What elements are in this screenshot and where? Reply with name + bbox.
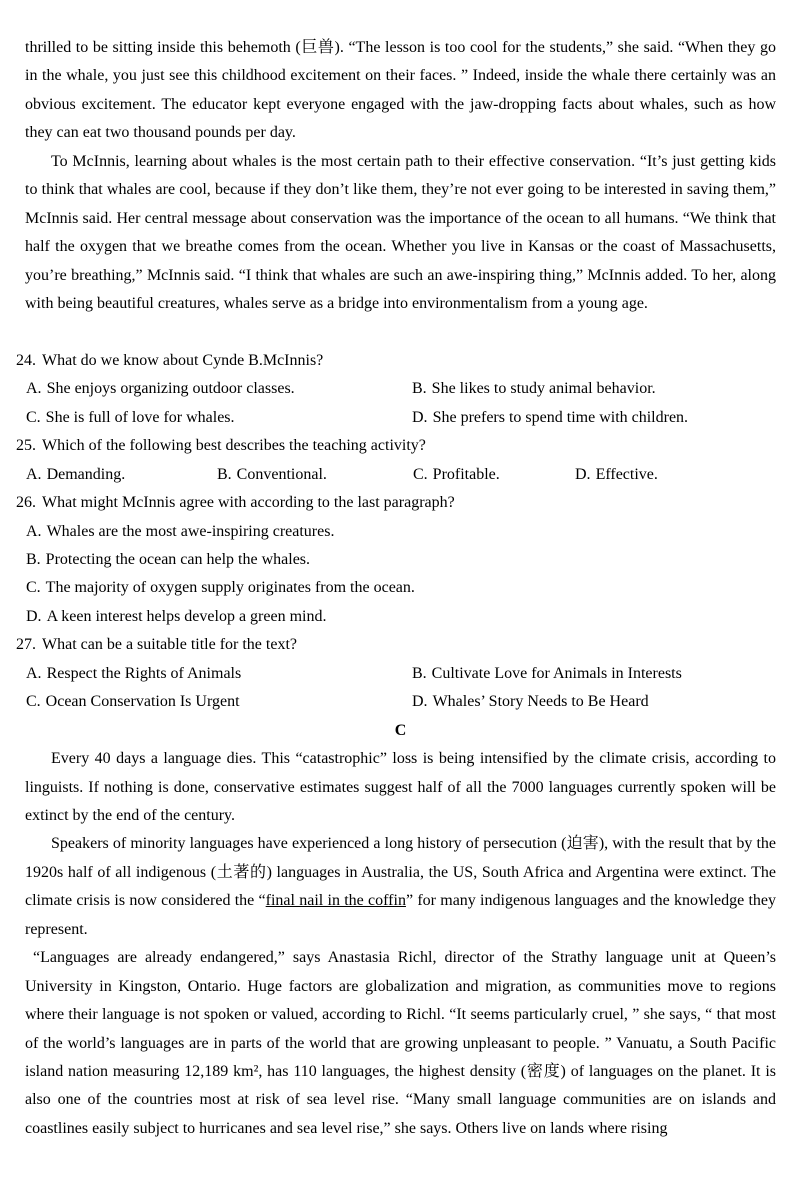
passage-whales-paragraph-1: thrilled to be sitting inside this behemoth (巨兽). “The lesson is too cool for the students,” she said. “When they go in the whale, you just see this childhood excitement on their faces. ” Indeed, inside the whale there certainly was an obvious excitement. The educator kept everyone engaged with the jaw-dropping facts about whales, such as how they can eat two thousand pounds per day. — [25, 39, 776, 142]
question-27-options-row-1 — [25, 660, 776, 688]
question-26-option-a: A. Whales are the most awe-inspiring creatures. — [26, 522, 335, 540]
question-24-option-a: A. She enjoys organizing outdoor classes. — [26, 380, 295, 398]
question-24-stem — [16, 347, 776, 375]
question-24-options-row-2 — [25, 404, 776, 432]
question-27-options-row-2 — [25, 688, 776, 716]
question-26-option-c: C. The majority of oxygen supply originates from the ocean. — [26, 579, 415, 597]
question-27-option-c: C. Ocean Conservation Is Urgent — [26, 693, 240, 711]
question-27-option-b: B. Cultivate Love for Animals in Interests — [412, 664, 682, 682]
question-25-option-a: A. Demanding. — [26, 465, 126, 483]
section-c-paragraph-1: Every 40 days a language dies. This “catastrophic” loss is being intensified by the climate crisis, according to linguists. If nothing is done, conservative estimates suggest half of all the 7000 languages currently spoken will be extinct by the end of the century. — [25, 750, 776, 824]
section-c-paragraph-2: Speakers of minority languages have experienced a long history of persecution (迫害), with the result that by the 1920s half of all indigenous (土著的) languages in Australia, the US, South Africa and Argentina were extinct. The climate crisis is now considered the “final nail in the coffin” for many indigenous languages and the knowledge they represent. — [25, 835, 776, 938]
question-27-number: 27. — [16, 636, 36, 654]
question-26-number: 26. — [16, 494, 36, 512]
section-c-heading: C — [394, 721, 407, 739]
question-24-option-b: B. She likes to study animal behavior. — [412, 380, 656, 398]
question-24-options-row-1 — [25, 375, 776, 403]
question-25-option-d: D. Effective. — [575, 465, 658, 483]
section-c-paragraph-3: “Languages are already endangered,” says Anastasia Richl, director of the Strathy language unit at Queen’s University in Kingston, Ontario. Huge factors are globalization and migration, as communities move to regions where their language is not spoken or valued, according to Richl. “It seems particularly cruel, ” she says, “ that most of the world’s languages are in parts of the world that are growing unpleasant to people. ” Vanuatu, a South Pacific island nation measuring 12,189 km², has 110 languages, the highest density (密度) of languages on the planet. It is also one of the countries most at risk of sea level rise. “Many small language communities are on islands and coastlines easily subject to hurricanes and sea level rise,” she says. Others live on lands where rising — [25, 949, 776, 1137]
question-25-number: 25. — [16, 437, 36, 455]
question-24-option-d: D. She prefers to spend time with children. — [412, 408, 689, 426]
question-25-option-b: B. Conventional. — [217, 465, 327, 483]
question-26-option-d: D. A keen interest helps develop a green mind. — [26, 607, 327, 625]
question-24-text: What do we know about Cynde B.McInnis? — [42, 351, 324, 369]
question-26-option-b: B. Protecting the ocean can help the whales. — [26, 551, 311, 568]
passage-whales-paragraph-2: To McInnis, learning about whales is the most certain path to their effective conservation. “It’s just getting kids to think that whales are cool, because if they don’t like them, they’re not ever going to be interested in saving them,” McInnis said. Her central message about conservation was the importance of the ocean to all humans. “We think that half the oxygen that we breathe comes from the ocean. Whether you live in Kansas or the coast of Massachusetts, you’re breathing,” McInnis said. “I think that whales are such an awe-inspiring thing,” McInnis added. To her, along with being beautiful creatures, whales serve as a bridge into environmentalism from a young age. — [25, 152, 776, 313]
question-25-text: Which of the following best describes the teaching activity? — [42, 437, 426, 455]
question-27-option-a: A. Respect the Rights of Animals — [26, 664, 242, 682]
question-27-text: What can be a suitable title for the text? — [42, 636, 297, 654]
question-27-option-d: D. Whales’ Story Needs to Be Heard — [412, 693, 649, 711]
question-24-option-c: C. She is full of love for whales. — [26, 408, 235, 426]
question-25-stem — [16, 432, 776, 460]
question-27-stem — [16, 631, 776, 659]
question-24-number: 24. — [16, 351, 36, 369]
question-26-stem — [16, 489, 776, 517]
question-26-text: What might McInnis agree with according to the last paragraph? — [42, 494, 455, 512]
question-25-option-c: C. Profitable. — [413, 465, 500, 483]
question-25-options-row — [25, 461, 776, 489]
